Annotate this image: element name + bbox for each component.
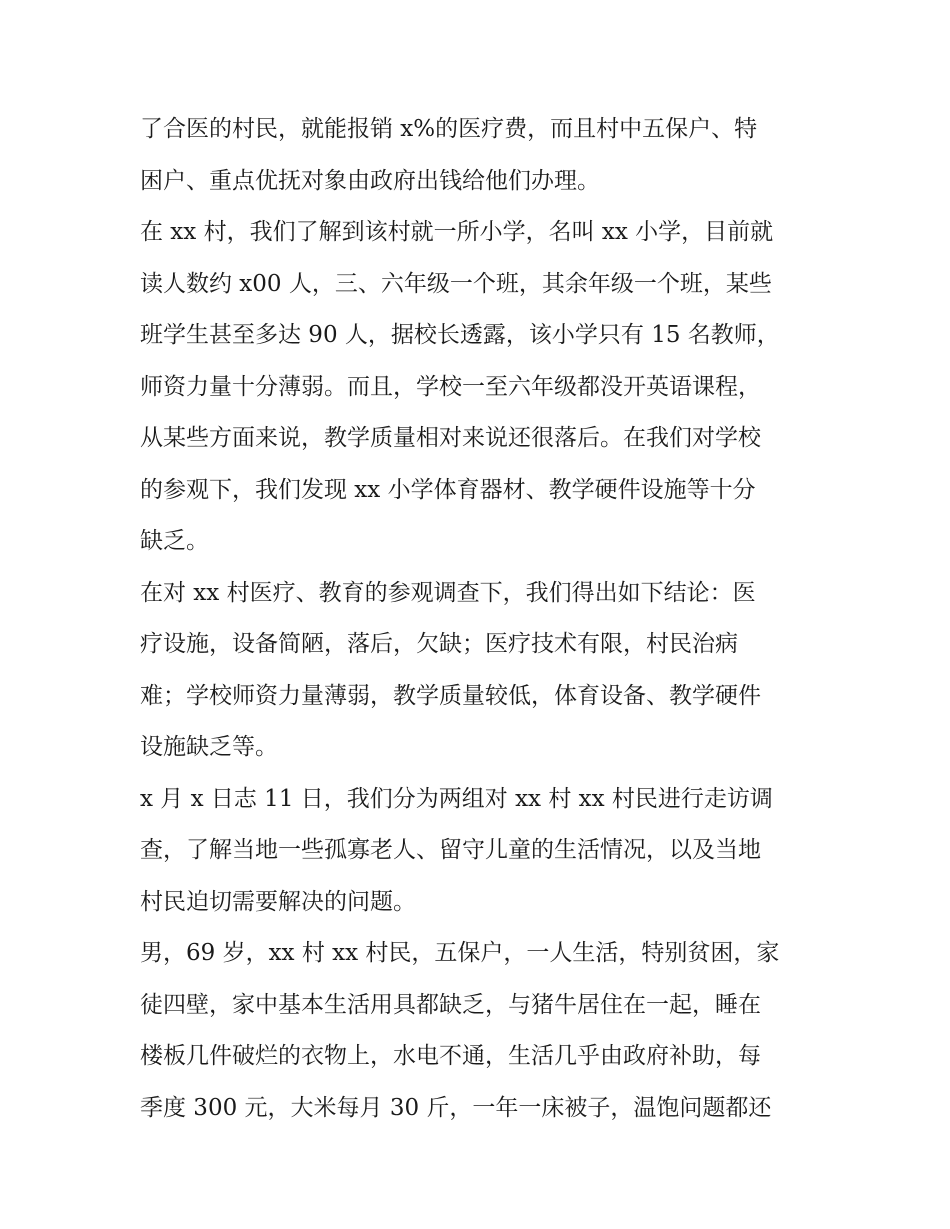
text-line: 了合医的村民，就能报销 x%的医疗费，而且村中五保户、特 [140, 116, 758, 142]
text-line: 从某些方面来说，教学质量相对来说还很落后。在我们对学校 [140, 425, 761, 451]
text-line: 徒四壁，家中基本生活用具都缺乏，与猪牛居住在一起，睡在 [140, 991, 761, 1018]
text-line: 的参观下，我们发现 xx 小学体育器材、教学硬件设施等十分 [140, 476, 756, 503]
text-line: 查，了解当地一些孤寡老人、留守儿童的生活情况，以及当地 [140, 837, 761, 863]
text-line: 楼板几件破烂的衣物上，水电不通，生活几乎由政府补助，每 [140, 1043, 761, 1069]
document-body [140, 104, 820, 1134]
text-line: 读人数约 x00 人，三、六年级一个班，其余年级一个班，某些 [140, 270, 772, 297]
text-line: 村民迫切需要解决的问题。 [140, 888, 416, 915]
text-line: 季度 300 元，大米每月 30 斤，一年一床被子，温饱问题都还 [140, 1094, 772, 1121]
text-line: 设施缺乏等。 [140, 734, 278, 760]
text-line: 难；学校师资力量薄弱，教学质量较低，体育设备、教学硬件 [140, 682, 761, 709]
text-line: 男，69 岁，xx 村 xx 村民，五保户，一人生活，特别贫困，家 [140, 940, 780, 966]
text-line: 班学生甚至多达 90 人，据校长透露，该小学只有 15 名教师， [140, 322, 780, 348]
text-line: 师资力量十分薄弱。而且，学校一至六年级都没开英语课程， [140, 373, 761, 400]
text-line: 在对 xx 村医疗、教育的参观调查下，我们得出如下结论：医 [140, 579, 756, 606]
text-line: x 月 x 日志 11 日，我们分为两组对 xx 村 xx 村民进行走访调 [140, 785, 773, 812]
text-line: 困户、重点优抚对象由政府出钱给他们办理。 [140, 167, 600, 194]
text-line: 疗设施，设备简陋，落后，欠缺；医疗技术有限，村民治病 [140, 631, 738, 657]
text-line: 缺乏。 [140, 528, 209, 554]
text-line: 在 xx 村，我们了解到该村就一所小学，名叫 xx 小学，目前就 [140, 219, 774, 245]
